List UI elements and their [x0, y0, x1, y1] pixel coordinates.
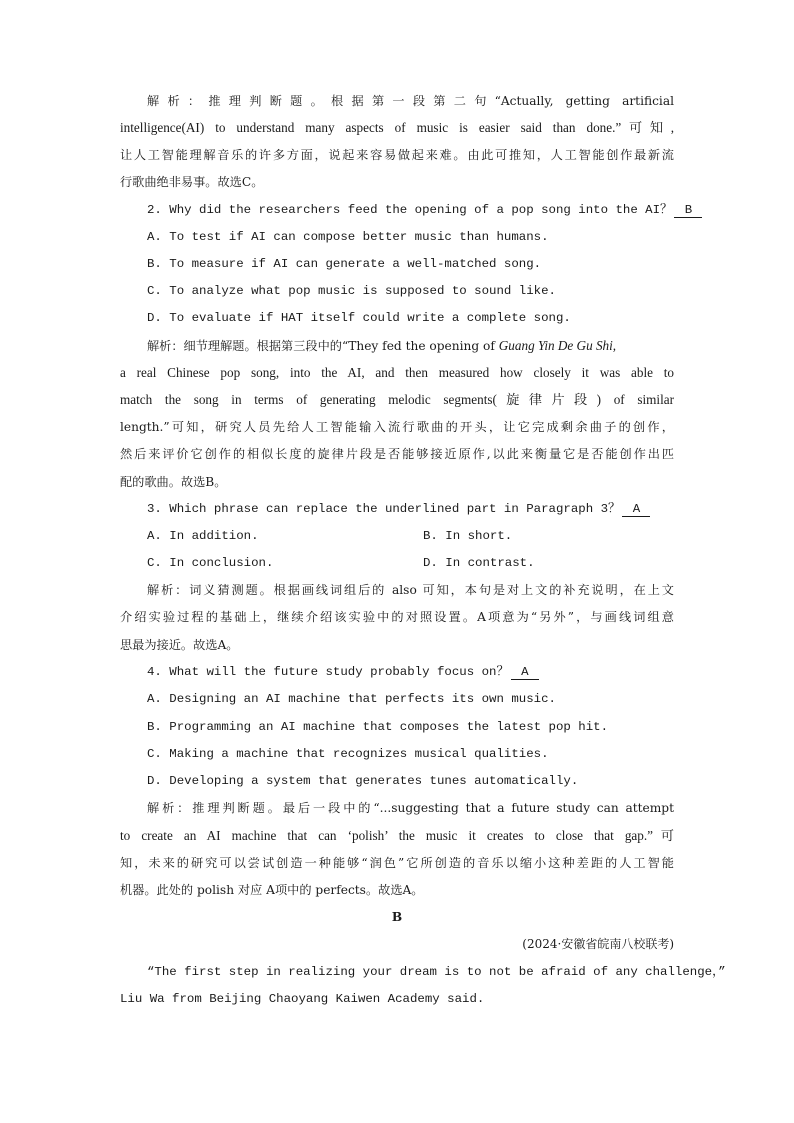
q4-stem	[147, 663, 539, 681]
q2-song-title: Guang Yin De Gu Shi,	[498, 338, 617, 353]
q4-option: A. Designing an AI machine that perfects its own music.	[147, 692, 556, 706]
q2-explanation-line	[147, 337, 616, 355]
q2-option: B. To measure if AI can generate a well-matched song.	[147, 257, 542, 271]
q3-option: C. In conclusion.	[147, 556, 274, 570]
q4-answer: A	[511, 665, 539, 680]
q3-option: A. In addition.	[147, 529, 259, 543]
q4-option: B. Programming an AI machine that composes the latest pop hit.	[147, 720, 609, 734]
passage-line: “The first step in realizing your dream is to not be afraid of any challenge，”	[147, 965, 726, 979]
q4-explanation-line: 机器。此处的 polish 对应 A项中的 perfects。故选A。	[120, 883, 424, 897]
q3-explanation-line: 解析：词义猜测题。根据画线词组后的 also 可知，本句是对上文的补充说明，在上文	[147, 583, 674, 597]
q2-stem	[147, 201, 702, 219]
q3-explanation-line: 介绍实验过程的基础上，继续介绍该实验中的对照设置。A项意为“另外”，与画线词组意	[120, 610, 674, 624]
q3-stem-text: 3. Which phrase can replace the underlined part in Paragraph 3？	[147, 502, 621, 516]
q1-explanation-line: 让人工智能理解音乐的许多方面，说起来容易做起来难。由此可推知，人工智能创作最新流	[120, 148, 674, 162]
source-citation: (2024·安徽省皖南八校联考)	[522, 937, 674, 951]
q4-stem-text: 4. What will the future study probably focus on？	[147, 665, 509, 679]
q4-explanation-line: 解析：推理判断题。最后一段中的“...suggesting that a future study can attempt	[147, 801, 674, 815]
q2-explanation-prefix: 解析：细节理解题。根据第三段中的“They fed the opening of	[147, 339, 499, 353]
q3-explanation-line: 思最为接近。故选A。	[120, 638, 239, 652]
q3-options-row	[147, 527, 674, 545]
q2-option: C. To analyze what pop music is supposed to sound like.	[147, 284, 556, 298]
q1-explanation-line: intelligence(AI) to understand many aspects of music is easier said than done.”可知,	[120, 120, 674, 135]
q3-options-row	[147, 554, 674, 572]
q3-option: B. In short.	[423, 529, 513, 543]
q4-option: D. Developing a system that generates tunes automatically.	[147, 774, 579, 788]
q2-stem-text: 2. Why did the researchers feed the opening of a pop song into the AI？	[147, 203, 673, 217]
q2-answer: B	[674, 203, 702, 218]
q2-explanation-line: length.”可知，研究人员先给人工智能输入流行歌曲的开头，让它完成剩余曲子的创作，	[120, 420, 674, 434]
q1-explanation-line: 解析：推理判断题。根据第一段第二句“Actually, getting artificial	[147, 94, 674, 108]
q1-explanation-line: 行歌曲绝非易事。故选C。	[120, 175, 264, 189]
passage-line: Liu Wa from Beijing Chaoyang Kaiwen Academy said.	[120, 992, 485, 1006]
q2-explanation-line: 然后来评价它创作的相似长度的旋律片段是否能够接近原作,以此来衡量它是否能创作出匹	[120, 447, 674, 461]
q3-option: D. In contrast.	[423, 556, 535, 570]
q2-explanation-line: 配的歌曲。故选B。	[120, 475, 227, 489]
q2-option: A. To test if AI can compose better music than humans.	[147, 230, 549, 244]
q3-answer: A	[622, 502, 650, 517]
q2-explanation-line: match the song in terms of generating melodic segments(旋律片段) of similar	[120, 392, 674, 407]
q4-option: C. Making a machine that recognizes musical qualities.	[147, 747, 549, 761]
q4-explanation-line: to create an AI machine that can ‘polish’ the music it creates to close that gap.”可	[120, 828, 674, 843]
q4-explanation-line: 知，未来的研究可以尝试创造一种能够“润色”它所创造的音乐以缩小这种差距的人工智能	[120, 856, 674, 870]
q3-stem	[147, 500, 650, 518]
section-heading: B	[391, 910, 403, 924]
q2-option: D. To evaluate if HAT itself could write a complete song.	[147, 311, 571, 325]
q2-explanation-line: a real Chinese pop song, into the AI, and then measured how closely it was able to	[120, 365, 674, 380]
